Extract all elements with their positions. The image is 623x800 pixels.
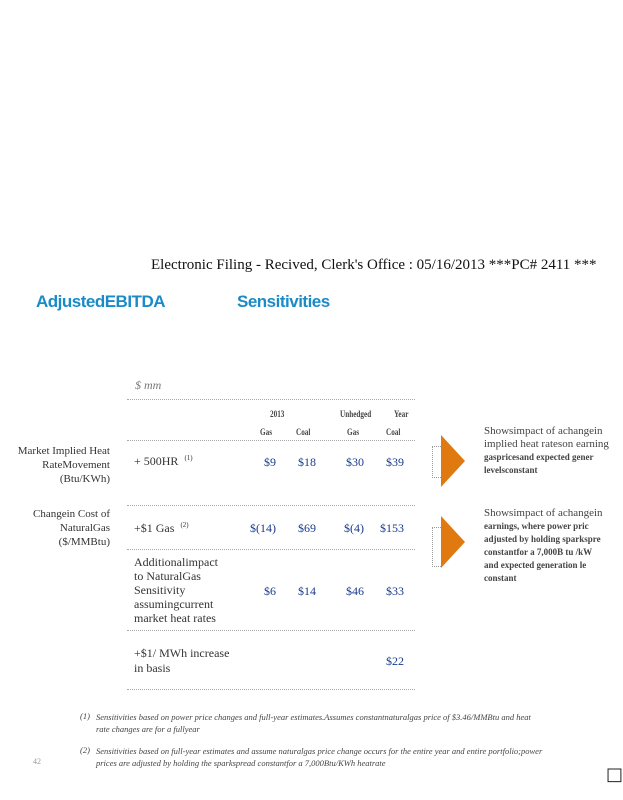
table-cell: $14 (298, 584, 316, 598)
page-number: 42 (33, 757, 41, 766)
row-label-heat-rate: + 500HR $^{(1)}$ (134, 454, 193, 468)
side-label-gas-cost: Changein Cost of NaturalGas ($/MMBtu) (33, 508, 110, 548)
table-cell: $(4) (344, 521, 364, 535)
table-cell: $6 (264, 584, 276, 598)
header-col-coal-1: Coal (296, 427, 311, 437)
page-title-left: AdjustedEBITDA (36, 292, 165, 311)
description-heat-rate: Showsimpact of achangein implied heat rateson earning gaspricesand expected gener levelsconstant (484, 425, 609, 475)
table-cell: $69 (298, 521, 316, 535)
table-top-rule (127, 399, 415, 400)
footnote-number: (2) (80, 745, 90, 755)
row-label-gas: +$1 Gas $^{(2)}$ (134, 521, 189, 535)
table-cell: $39 (386, 455, 404, 469)
header-year: Year (394, 409, 409, 419)
electronic-filing-banner: Electronic Filing - Recived, Clerk's Office : 05/16/2013 ***PC# 2411 *** (151, 257, 597, 273)
arrow-right-icon (441, 435, 465, 487)
row-label-basis: +$1/ MWh increase in basis (134, 646, 230, 675)
description-gas-cost: Showsimpact of achangein earnings, where power pric adjusted by holding sparkspre constantfor a 7,000B tu /kW and expected generation le constant (484, 507, 603, 583)
row-rule (127, 505, 415, 506)
header-col-gas-2: Gas (347, 427, 360, 437)
table-cell: $30 (346, 455, 364, 469)
side-label-heat-rate: Market Implied Heat RateMovement (Btu/KWh) (17, 445, 110, 485)
table-cell: $153 (380, 521, 404, 535)
table-cell: $22 (386, 654, 404, 668)
row-rule (127, 549, 415, 550)
bracket-marker (432, 446, 441, 478)
table-cell: $(14) (250, 521, 276, 535)
footnote-text: Sensitivities based on full-year estimates and assume naturalgas price change occurs for the entire year and entire portfolio;power prices are adjusted by holding the sparkspread constantfor a 7,000Btu/KWh heatrate (96, 746, 543, 768)
header-rule (127, 440, 415, 441)
units-label: $ mm (135, 378, 162, 392)
header-col-coal-2: Coal (386, 427, 401, 437)
table-cell: $18 (298, 455, 316, 469)
table-cell: $46 (346, 584, 364, 598)
bracket-marker (432, 527, 441, 567)
footnote-number: (1) (80, 711, 90, 721)
arrow-right-icon (441, 516, 465, 568)
table-cell: $33 (386, 584, 404, 598)
row-rule (127, 630, 415, 631)
row-label-additional-impact: Additionalimpact to NaturalGas Sensitivity assumingcurrent market heat rates (134, 555, 218, 625)
header-year-2013: 2013 (270, 409, 285, 419)
footnote-text: Sensitivities based on power price changes and full-year estimates.Assumes constantnaturalgas price of $3.46/MMBtu and heat rate changes are for a fullyear (96, 712, 531, 734)
header-unhedged: Unhedged (340, 409, 372, 419)
corner-glyph: □ (606, 764, 623, 785)
page-title-right: Sensitivities (237, 292, 330, 311)
header-col-gas-1: Gas (260, 427, 273, 437)
table-bottom-rule (127, 689, 415, 690)
table-cell: $9 (264, 455, 276, 469)
